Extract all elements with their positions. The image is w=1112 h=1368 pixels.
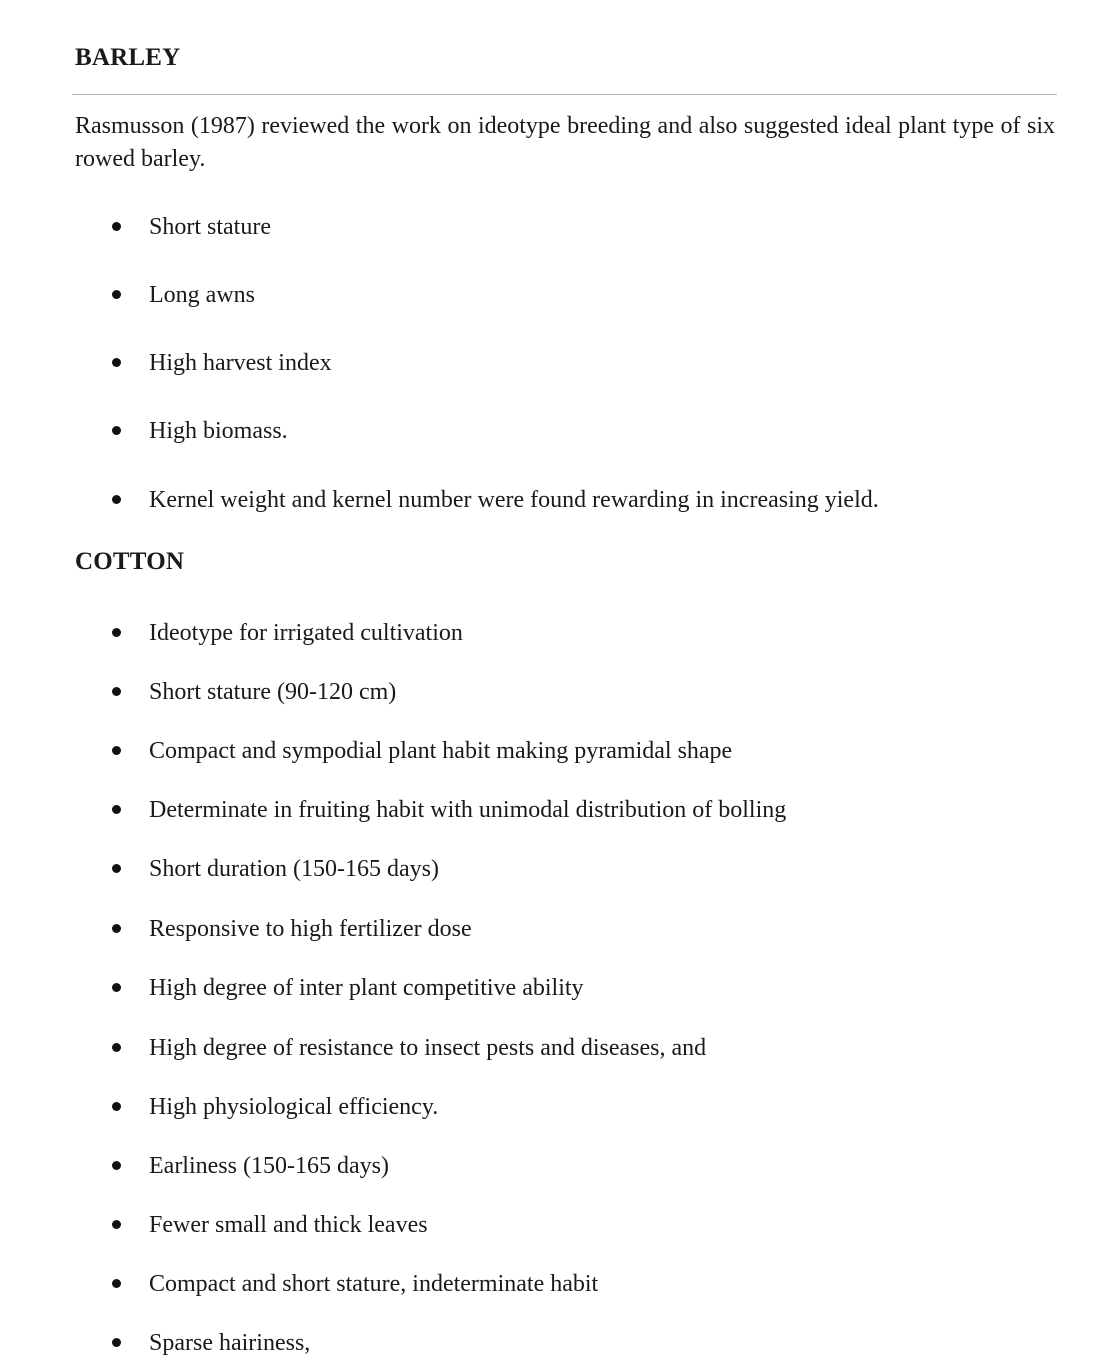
list-item-text: Long awns bbox=[149, 282, 255, 308]
list-item bbox=[112, 795, 786, 825]
list-item bbox=[112, 1033, 706, 1063]
bullet-icon bbox=[112, 628, 121, 637]
list-item bbox=[112, 736, 732, 766]
barley-heading: BARLEY bbox=[75, 44, 181, 71]
bullet-icon bbox=[112, 746, 121, 755]
list-item bbox=[112, 416, 288, 446]
bullet-icon bbox=[112, 1102, 121, 1111]
list-item-text: Short stature bbox=[149, 214, 271, 240]
bullet-icon bbox=[112, 687, 121, 696]
list-item-text: Compact and short stature, indeterminate habit bbox=[149, 1271, 599, 1297]
bullet-icon bbox=[112, 222, 121, 231]
list-item bbox=[112, 1092, 438, 1122]
list-item bbox=[112, 1328, 310, 1358]
list-item bbox=[112, 212, 271, 242]
bullet-icon bbox=[112, 1043, 121, 1052]
list-item-text: Ideotype for irrigated cultivation bbox=[149, 620, 463, 646]
bullet-icon bbox=[112, 1161, 121, 1170]
bullet-icon bbox=[112, 290, 121, 299]
bullet-icon bbox=[112, 358, 121, 367]
list-item-text: High degree of inter plant competitive ability bbox=[149, 975, 584, 1001]
list-item-text: Short stature (90-120 cm) bbox=[149, 679, 397, 705]
list-item-text: Responsive to high fertilizer dose bbox=[149, 916, 472, 942]
bullet-icon bbox=[112, 805, 121, 814]
list-item-text: Kernel weight and kernel number were found rewarding in increasing yield. bbox=[149, 487, 879, 513]
list-item bbox=[112, 1269, 598, 1299]
list-item bbox=[112, 1151, 389, 1181]
list-item bbox=[112, 914, 472, 944]
list-item bbox=[112, 973, 584, 1003]
list-item bbox=[112, 485, 879, 515]
list-item bbox=[112, 618, 463, 648]
list-item-text: Compact and sympodial plant habit making pyramidal shape bbox=[149, 738, 733, 764]
bullet-icon bbox=[112, 495, 121, 504]
list-item-text: Fewer small and thick leaves bbox=[149, 1212, 428, 1238]
list-item-text: High physiological efficiency. bbox=[149, 1094, 439, 1120]
list-item-text: High degree of resistance to insect pests and diseases, and bbox=[149, 1035, 707, 1061]
bullet-icon bbox=[112, 924, 121, 933]
list-item-text: Short duration (150-165 days) bbox=[149, 856, 439, 882]
list-item-text: High biomass. bbox=[149, 418, 288, 444]
section-divider bbox=[72, 94, 1057, 95]
list-item-text: Earliness (150-165 days) bbox=[149, 1153, 389, 1179]
cotton-heading: COTTON bbox=[75, 548, 185, 575]
list-item bbox=[112, 1210, 428, 1240]
list-item bbox=[112, 280, 255, 310]
bullet-icon bbox=[112, 426, 121, 435]
bullet-icon bbox=[112, 864, 121, 873]
list-item-text: Determinate in fruiting habit with unimodal distribution of bolling bbox=[149, 797, 787, 823]
list-item-text: Sparse hairiness, bbox=[149, 1330, 311, 1356]
bullet-icon bbox=[112, 1279, 121, 1288]
list-item bbox=[112, 854, 439, 884]
bullet-icon bbox=[112, 983, 121, 992]
bullet-icon bbox=[112, 1338, 121, 1347]
bullet-icon bbox=[112, 1220, 121, 1229]
list-item bbox=[112, 348, 332, 378]
barley-intro-paragraph: Rasmusson (1987) reviewed the work on ideotype breeding and also suggested ideal plant type of six rowed barley. bbox=[75, 113, 1055, 172]
list-item-text: High harvest index bbox=[149, 350, 332, 376]
list-item bbox=[112, 677, 396, 707]
